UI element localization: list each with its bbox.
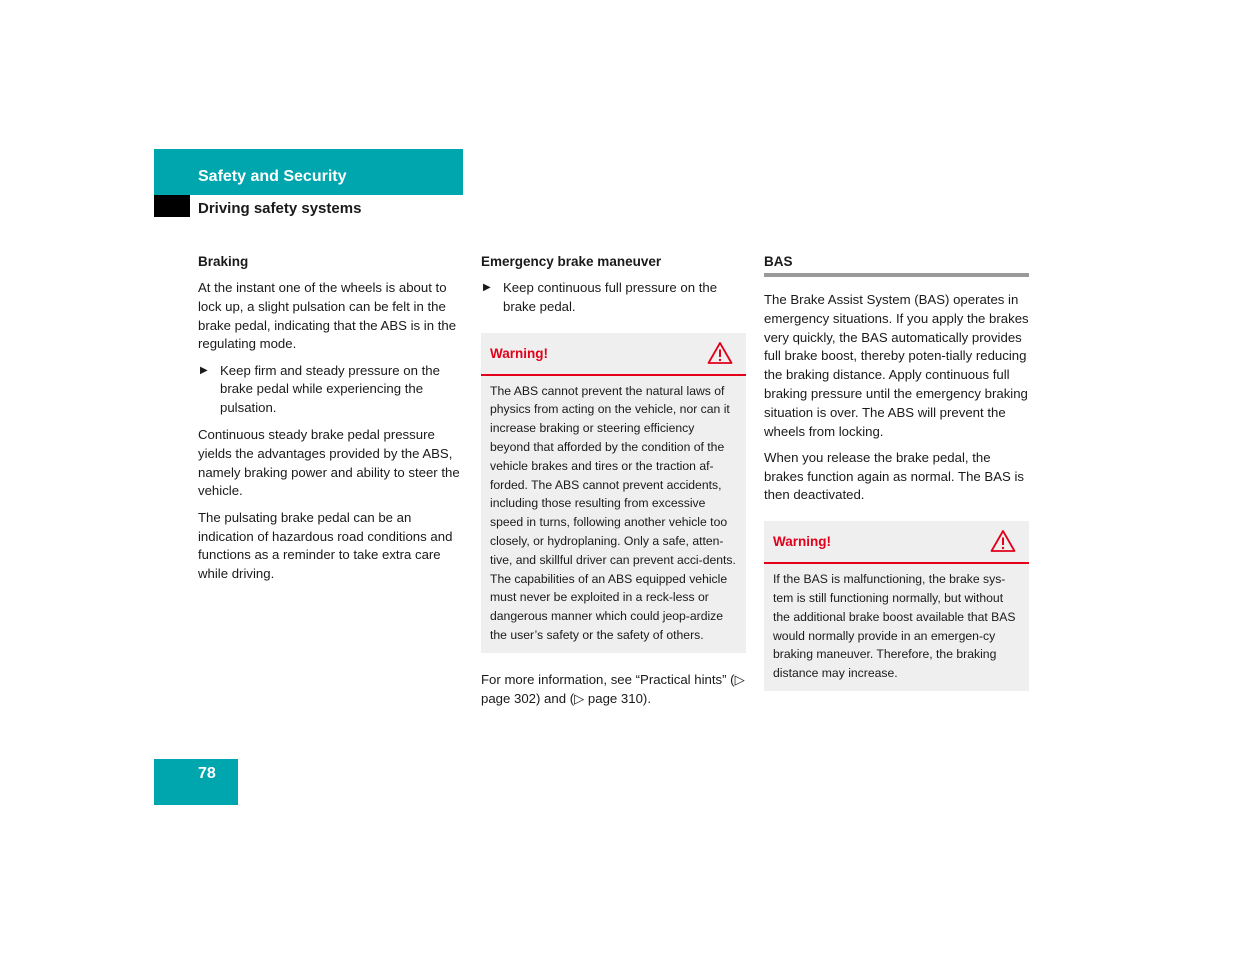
warning-triangle-icon — [990, 529, 1016, 553]
subsection-marker — [154, 195, 190, 217]
emergency-bullet-text: Keep continuous full pressure on the brake pedal. — [503, 280, 718, 314]
section-title: Safety and Security — [198, 168, 347, 185]
bas-paragraph-2: When you release the brake pedal, the brakes function again as normal. The BAS is then deactivated. — [764, 449, 1024, 503]
braking-paragraph-1: At the instant one of the wheels is about to lock up, a slight pulsation can be felt in the brake pedal, indicating that the ABS is in the regulating mode. — [198, 280, 457, 352]
braking-heading: Braking — [198, 254, 249, 269]
warning-title: Warning! — [490, 345, 548, 361]
abs-warning-box — [481, 333, 746, 653]
braking-bullet-text: Keep firm and steady pressure on the brake pedal while experiencing the pulsation. — [220, 362, 440, 416]
warning-body: The ABS cannot prevent the natural laws of physics from acting on the vehicle, nor can it increase braking or steering efficiency beyond that afforded by the condition of the vehicle brakes and tires or the traction af-forded. The ABS cannot prevent accidents, including those resulting from excessive speed in turns, following another vehicle too closely, or hydroplaning. Only a safe, atten-tive, and skillful driver can prevent acci-dents. The capabilities of an ABS equipped vehicle must never be exploited in a reck-less or dangerous manner which could jeop-ardize the user’s safety or the safety of others. — [490, 383, 736, 642]
bullet-triangle-icon: ▶ — [483, 282, 491, 293]
page-number-box — [154, 759, 238, 805]
subsection-title: Driving safety systems — [198, 200, 362, 217]
warning-title: Warning! — [773, 534, 831, 550]
bas-paragraph-1: The Brake Assist System (BAS) operates in emergency situations. If you apply the brakes very quickly, the BAS automatically provides full brake boost, thereby poten-tially reducing the braking distance. Apply continuous full braking pressure until the emergency braking situation is over. The ABS will prevent the wheels from locking. — [764, 292, 1029, 439]
braking-paragraph-3: The pulsating brake pedal can be an indication of hazardous road conditions and functions as a reminder to take extra care while driving. — [198, 509, 453, 582]
bas-heading: BAS — [764, 253, 1029, 277]
bullet-triangle-icon: ▶ — [200, 364, 208, 376]
column-emergency-brake — [481, 253, 746, 716]
warning-header — [764, 521, 1029, 564]
column-braking — [198, 253, 463, 591]
warning-triangle-icon — [707, 341, 733, 365]
warning-header — [481, 333, 746, 376]
warning-body: If the BAS is malfunctioning, the brake sys-tem is still functioning normally, but without the additional brake boost available that BAS would normally provide in an emergen-cy braking maneuver. Therefore, the braking distance may increase. — [773, 572, 1016, 681]
bas-warning-box — [764, 521, 1029, 691]
emergency-heading: Emergency brake maneuver — [481, 254, 662, 269]
braking-bullet — [198, 362, 463, 418]
page-number: 78 — [198, 765, 216, 782]
emergency-bullet — [481, 279, 746, 317]
emergency-paragraph-1: For more information, see “Practical hints” (▷ page 302) and (▷ page 310). — [481, 671, 745, 706]
braking-paragraph-2: Continuous steady brake pedal pressure yields the advantages provided by the ABS, namely braking power and ability to steer the vehicle. — [198, 427, 460, 499]
column-bas — [764, 253, 1029, 709]
